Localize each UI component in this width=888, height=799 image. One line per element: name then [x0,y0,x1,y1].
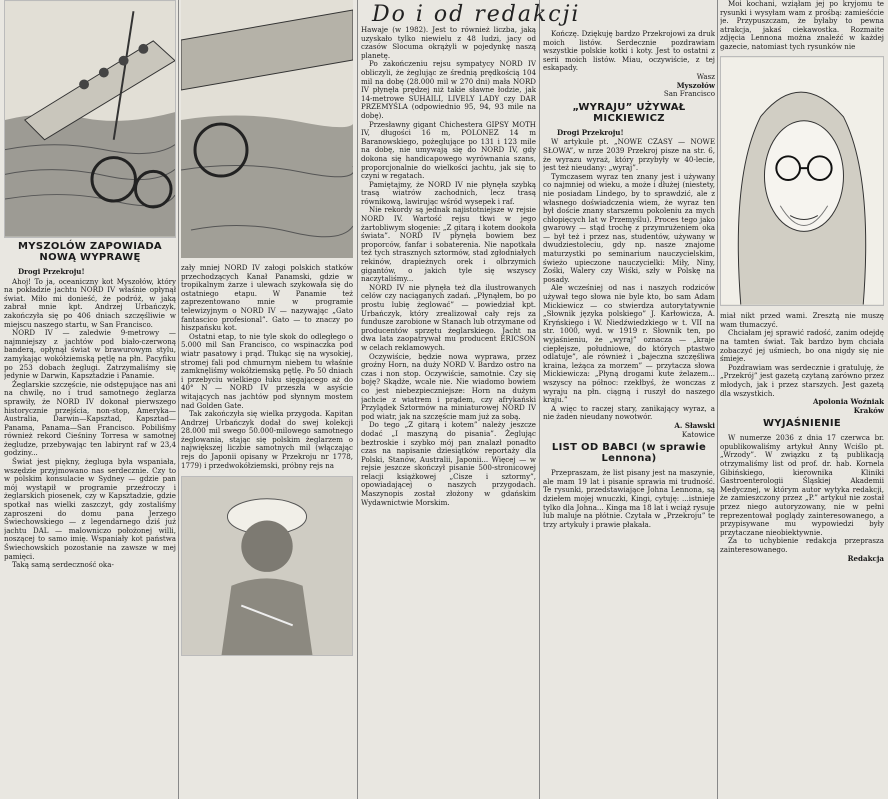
column-divider [357,0,358,799]
paragraph: Pamiętajmy, że NORD IV nie płynęła szybką trasą wiatrów zachodnich, lecz trasą równikową, lawirując wśród wysepek i raf. [361,179,536,206]
yacht-illustration [4,0,176,238]
paragraph: Przepraszam, że list pisany jest na maszynie, ale mam 19 lat i pisanie sprawia mi trudność. Te rysunki, przedstawiające Johna Lennona, są dziełem mojej wnuczki, Kingi, cytuję: ...istnieje tylko dla Johna... Kinga ma 18 lat i wciąż rysuje lub maluje na płótnie. Czytała w „Przekroju” te trzy artykuły i prawie płakała. [543,468,715,529]
paragraph: Tymczasem wyraz ten znany jest i używany co najmniej od wieku, a może i dłużej (niestety, nie posiadam Lindego, by to sprawdzić, ale z własnego doświadczenia wiem, że wyraz ten był doście znany starszemu pokoleniu za mych chłopięcych lat w Przemyślu). Proces tego jako gwarowy — stąd trochę z przymrużeniem oka — był też i przez nas, studentów, używany w dwudziestoleciu, gdy np. nasze znajome maturzystki po seminarium nauczycielskim, świeżo upieczone nauczycielki: Miły, Niny, Zośki, Walery czy Wiśki, szły w Polskę na posady. [543,171,715,284]
yacht-illustration-right [181,0,353,258]
paragraph: zały mniej NORD IV załogi polskich statków przechodzących Kanał Panamski, gdzie w tropikalnym żarze i ulewach szykowała się do ostatniego etapu. W Panamie też zaprezentowano mnie w programie telewizyjnym o NORD IV — nazywając „Gato fantascico profesional”. Gato — to znaczy po hiszpańsku kot. [181,263,353,333]
section-masthead: Do i od redakcji [372,2,581,27]
paragraph: Ostatni etap, to nie tyle skok do odległego o 5.000 mil San Francisco, co wspinaczka pod wiatr pasatowy i prąd. Tłukąc się na wysokiej, stromej fali pod chmurnym niebem tu właśnie zamknęliśmy wokółziemską pętlę. Po 50 dniach i przebyciu wielkiego łuku sięgającego aż do 40° N — NORD IV przeszła w asyście witających nas jachtów pod słynnym mostem nad Golden Gate. [181,331,353,410]
paragraph: Tak zakończyła się wielka przygoda. Kapitan Andrzej Urbańczyk dodał do swej kolekcji 28.000 mil swego 50.000-milowego samotnego żeglowania, stając się polskim żeglarzem o największej liczbie samotnych mil (włączając rejs do Japonii opisany w Przekroju nr 1778, 1779) i przedwokółziemski, próbny rejs na [181,409,353,470]
greeting: Drogi Przekroju! [557,127,624,137]
paragraph: Świat jest piękny, żegluga była wspaniała, wszędzie przyjmowano nas serdecznie. Czy to w polskim konsulacie w Sydney — gdzie pan mój wystąpił w programie przeźroczy i żeglarskich piosenek, czy w Kapsztadzie, gdzie spotkał nas wielki zaszczyt, gdy zostaliśmy zaproszeni do domu pana Jerzego Świechowskiego — z legendarnego dziś już jachtu DAL — malowniczo położonej willi, noszącej to samo imię. Wspaniały kot państwa Świechowskich pozostanie na zawsze w mej pamięci. [4,457,176,561]
article-title: „WYRAJU” UŻYWAŁ MICKIEWICZ [572,101,686,124]
article-title: MYSZOLÓW ZAPOWIADA NOWĄ WYPRAWĘ [18,241,162,263]
signature-place: Katowice [681,429,715,439]
paragraph: Ahoj! To ja, oceaniczny kot Myszołów, który na pokładzie jachtu NORD IV właśnie opłynął świat. Miło mi donieść, że podróż, w jaką zabrał mnie kpt. Andrzej Urbańczyk, zakończyła się po 406 dniach szczęśliwie w miejscu naszego startu, w San Francisco. [4,276,176,329]
signature-name: Apolonia Woźniak [812,397,884,407]
column-divider [178,0,179,799]
paragraph: NORD IV nie płynęła też dla ilustrowanych celów czy naciąganych zadań. „Płynąłem, bo po prostu lubię żeglować” — powiedział kpt. Urbańczyk, który zrealizował cały rejs za fundusze zarobione w Stanach lub otrzymane od producentów sprzętu żeglarskiego. Jacht na dwa lata zaopatrywał mu producent ERICSON w celach reklamowych. [361,282,536,352]
illustration-continuation [181,0,353,264]
signature-place: San Francisco [663,89,715,99]
paragraph: Taką samą serdeczność oka- [12,560,114,570]
greeting: Drogi Przekroju! [18,267,85,276]
paragraph: NORD IV — zaledwie 9-metrowy — najmniejszy z jachtów pod biało-czerwoną banderą, opłynął świat w brawurowym stylu, zamykając wokółziemską pętlę na płn. Pacyfiku po 253 dobach żeglugi. Zatrzymaliśmy się jedynie w Darwin, Kapsztadzie i Panamie. [4,328,176,381]
paragraph: Kończę. Dziękuję bardzo Przekrojowi za druk moich listów. Serdecznie pozdrawiam wszystkie polskie kotki i koty. Jest to ostatni z serii moich listów. Miau, oczywiście, z tej eskapady. [543,30,715,73]
paragraph: Pozdrawiam was serdecznie i gratuluję, że „Przekrój” jest gazetą czytaną zarówno przez młodych, jak i przez starszych. Jest gazetą dla wszystkich. [720,362,884,398]
article-title: LIST OD BABCI (w sprawie Lennona) [551,442,707,465]
paragraph: Za to uchybienie redakcja przeprasza zainteresowanego. [720,536,884,554]
paragraph: Nie rekordy są jednak najistotniejsze w rejsie NORD IV. Wartość rejsu tkwi w jego żartobliwym słogenie: „Z gitarą i kotem dookoła świata”. NORD IV płynęła bowiem bez proporców, fanfar i sobaterenia. Nie napotkała też tych strasznych sztormów, stad zgłodniałych rekinów, drapieżnych orek i olbrzymich gigantów, o jakich tyle się wszyscy naczytaliśmy... [361,205,536,284]
column-3 [361,26,536,507]
paragraph: Oczywiście, będzie nowa wyprawa, przez groźny Horn, na duży NORD V. Bardzo ostro na czas i non stop. Oczywiście, samotnie. Czy się boję? Skądże, wcale nie. Nie wiadomo bowiem co jest niebezpieczniejsze: Horn na dużym jachcie z wiatrem i prądem, czy afrykański Przylądek Sztormów na miniaturowej NORD IV pod wiatr, jak na szczęście mam już za sobą. [361,351,536,421]
paragraph: Po zakończeniu rejsu sympatycy NORD IV obliczyli, że żeglując ze średnią prędkością 104 mil na dobę (28.000 mil w 270 dni) mała NORD IV płynęła prędzej niż takie sławne łodzie, jak 14-metrowe SUHAILI, LIVELY LADY czy DAR PRZEMYŚLA (odpowiednio 95, 94, 93 mile na dobę). [361,59,536,120]
lennon-drawing [720,56,884,306]
paragraph: W artykule pt. „NOWE CZASY — NOWE SŁOWA”, w nrze 2039 Przekroj pisze na str. 6, że wyrazu wyraż, który przybyły w 40-lecie, jest też nieudany: „wyraj”. [543,137,715,173]
paragraph: Do tego „Z gitarą i kotem” należy jeszcze dodać „I maszyną do pisania”. Żeglując beztroskie i szybko mój pan znalazł ponadto czas na napisanie dziesiątków reportaży dla Polski, Stanów, Australii, Japonii... Więcej — w rejsie jeszcze skończył pisanie 500-stronicowej relacji książkowej „Cisze i sztormy”, opowiadającej o naszych przygodach. Maszynopis został złożony w gdańskim Wydawnictwie Morskim. [361,420,536,507]
paragraph: Ale wcześniej od nas i naszych rodziców używał tego słowa nie byle kto, bo sam Adam Mickiewicz — co stwierdza autorytatywnie „Słownik języka polskiego” J. Karłowicza, A. Kryńskiego i W. Niedźwiedzkiego w t. VII na str. 1000, wyd. w 1919 r. Słownik ten, po wyjaśnieniu, że „wyraj” oznacza — „kraje ciepłejsze, południowe, do których ptastwo odlatuje”, ale również i „bajeczna szczęśliwa kraina, leżąca za morzem” — przytacza słowa Mickiewicza: „Płyną drogami kute żelazem... wszyscy na północ: rzekłbyś, że wonczas z wyraju na płn. ciągną i ruszył do naszego kraju.” [543,283,715,405]
signature-place: Kraków [853,405,884,415]
paragraph: miał nikt przed wami. Zresztą nie muszę wam tłumaczyć. [720,311,884,329]
paragraph: Żeglarskie szczęście, nie odstępujące nas ani na chwilę, no i trud samotnego żeglarza sprawiły, że NORD IV dokonał pierwszego historycznie przejścia, non-stop, Ameryka—Australia, Darwin—Kapsztad, Kapsztad—Panama, Panama—San Francisco. Pobiliśmy również rekord Cieśniny Torresa w samotnej żegludze, przebywając ten labirynt raf w 23,4 godziny... [4,379,176,458]
paragraph: Przesławny gigant Chichestera GIPSY MOTH IV, długości 16 m, POLONEZ 14 m Baranowskiego, pożeglujące po 131 i 123 mile na dobę, nie umywają się do NORD IV, gdy dokona się handicapowego wyrównania szans, proporcjonalnie do wielkości jachtu, jak się to czyni w regatach. [361,119,536,181]
article-title: WYJAŚNIENIE [762,418,842,430]
signature-name: A. Sławski [674,420,715,430]
column-5 [720,0,884,563]
paragraph: W numerze 2036 z dnia 17 czerwca br. opublikowaliśmy artykuł Anny Wciślo pt. „Wrzody”. W związku z tą publikacją otrzymaliśmy list od prof. dr. hab. Kornela Gibińskiego, kierownika Kliniki Gastroenterologii Śląskiej Akademii Medycznej, w którym autor wytyka redakcji, że zamieszczony przez „P.” artykuł nie został przez niego autoryzowany, nie w pełni reprezentował poglądy zainteresowanego, a przypisywane mu wypowiedzi były przytaczane nieobiektywnie. [720,433,884,537]
paragraph: Hawaje (w 1982). Jest to również liczba, jaką uzyskało tylko niewielu z 48 ludzi, jacy od czasów Slocuma okrążyli w pojedynkę naszą planetę. [361,26,536,60]
column-2 [181,0,353,659]
paragraph: A więc to raczej stary, zanikający wyraz, a nie żaden nieudany nowotwór. [543,403,715,422]
paragraph: Moi kochani, wziąłam jej po kryjomu te rysunki i wysyłam wam z prośbą: zamieśćcie je. Przypuszczam, że byłaby to pewna atrakcja, jakaś ciekawostka. Rozmaite zdjęcia Lennona można znaleźć w każdej gazecie, natomiast tych rysunków nie [720,0,884,51]
signature-label: Wasz [696,71,715,81]
paragraph: Chciałam jej sprawić radość, zanim odejdę na tamten świat. Tak bardzo bym chciała zobaczyć jej uśmiech, bo ona nigdy się nie śmieje. [720,328,884,364]
signature-name: Redakcja [847,553,884,563]
column-divider [539,0,540,799]
signature-name: Myszołów [676,80,715,90]
sailor-cat-photo [181,476,353,656]
column-1 [4,0,176,570]
column-divider [717,0,718,799]
column-4 [543,30,715,529]
